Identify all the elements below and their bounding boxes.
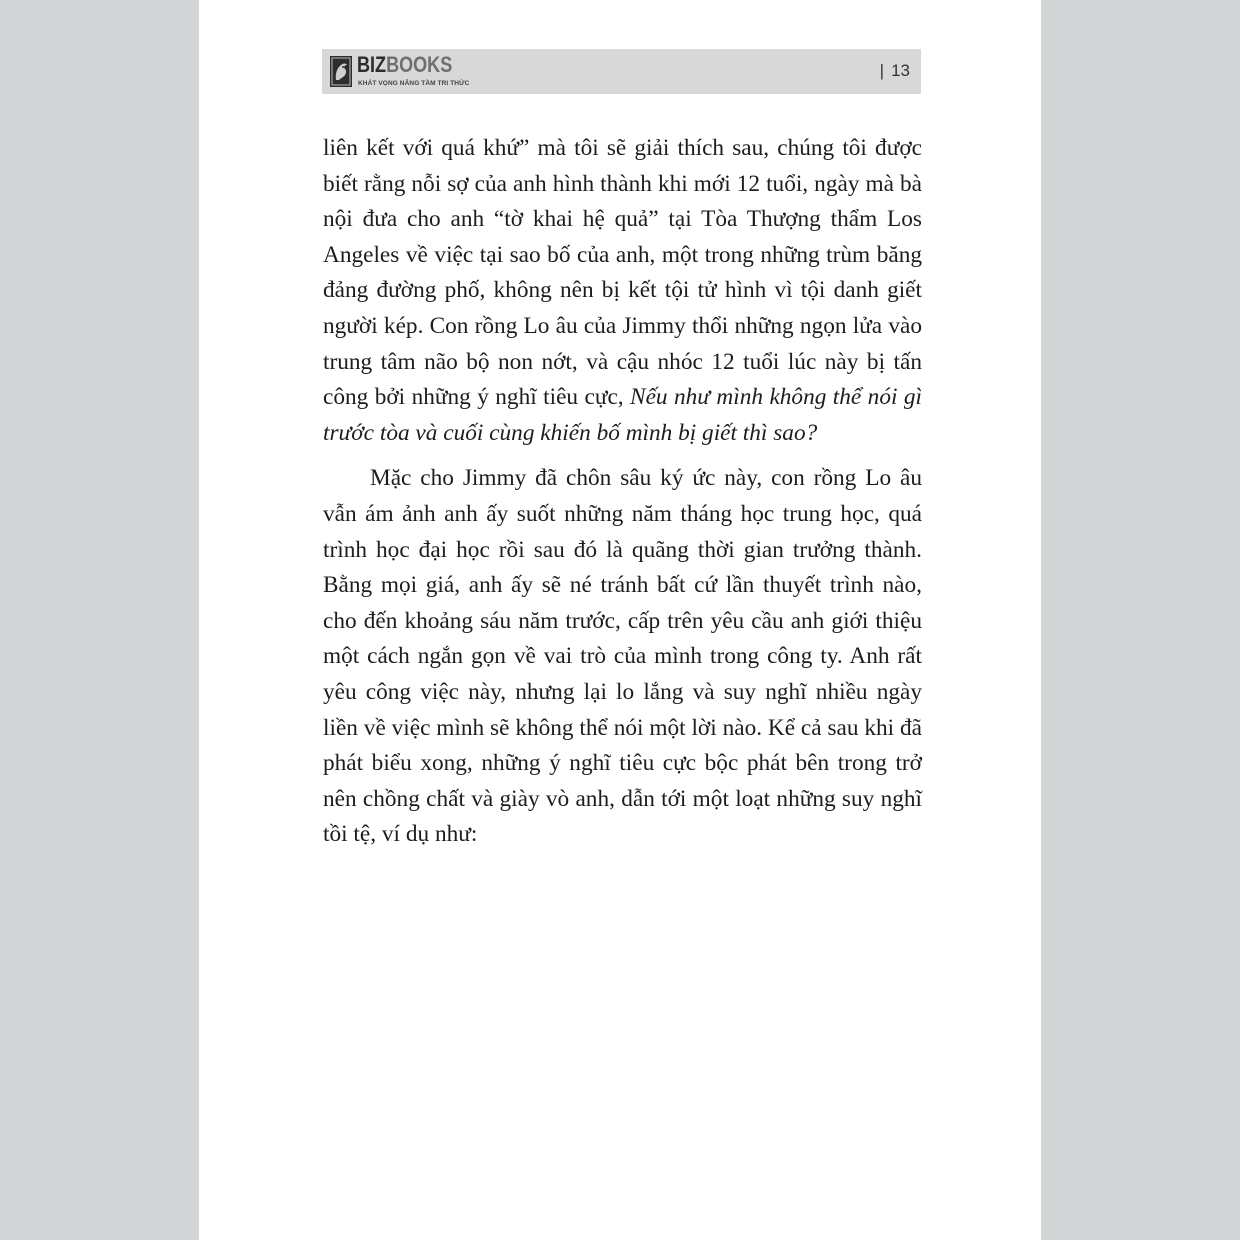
- paragraph: [323, 131, 922, 451]
- page-number: 13: [891, 61, 910, 80]
- brand-logo-text: [357, 53, 452, 77]
- italic-thought: Nếu như mình không thể nói gì trước tòa và cuối cùng khiến bố mình bị giết thì sao?: [323, 384, 922, 446]
- body-text: [323, 131, 922, 853]
- bizbooks-logo-icon: [330, 56, 352, 87]
- book-page: [199, 0, 1041, 1240]
- paragraph-text: liên kết với quá khứ” mà tôi sẽ giải thích sau, chúng tôi được biết rằng nỗi sợ của anh hình thành khi mới 12 tuổi, ngày mà bà nội đưa cho anh “tờ khai hệ quả” tại Tòa Thượng thẩm Los Angeles về việc tại sao bố của anh, một trong những trùm băng đảng đường phố, không nên bị kết tội tử hình vì tội danh giết người kép. Con rồng Lo âu của Jimmy thổi những ngọn lửa vào trung tâm não bộ non nớt, và cậu nhóc 12 tuổi lúc này bị tấn công bởi những ý nghĩ tiêu cực,: [323, 135, 922, 411]
- paragraph: Mặc cho Jimmy đã chôn sâu ký ức này, con rồng Lo âu vẫn ám ảnh anh ấy suốt những năm tháng học trung học, quá trình học đại học rồi sau đó là quãng thời gian trưởng thành. Bằng mọi giá, anh ấy sẽ né tránh bất cứ lần thuyết trình nào, cho đến khoảng sáu năm trước, cấp trên yêu cầu anh giới thiệu một cách ngắn gọn về vai trò của mình trong công ty. Anh rất yêu công việc này, nhưng lại lo lắng và suy nghĩ nhiều ngày liền về việc mình sẽ không thể nói một lời nào. Kể cả sau khi đã phát biểu xong, những ý nghĩ tiêu cực bộc phát bên trong trở nên chồng chất và giày vò anh, dẫn tới một loạt những suy nghĩ tồi tệ, ví dụ như:: [323, 465, 922, 848]
- page-number-separator: |: [879, 61, 885, 80]
- page-number-block: [880, 61, 910, 81]
- brand-name-part1: BIZ: [357, 52, 387, 77]
- page-header: [322, 49, 921, 94]
- brand-name-part2: BOOKS: [386, 52, 453, 77]
- brand-tagline: KHÁT VỌNG NÂNG TẦM TRI THỨC: [358, 80, 470, 87]
